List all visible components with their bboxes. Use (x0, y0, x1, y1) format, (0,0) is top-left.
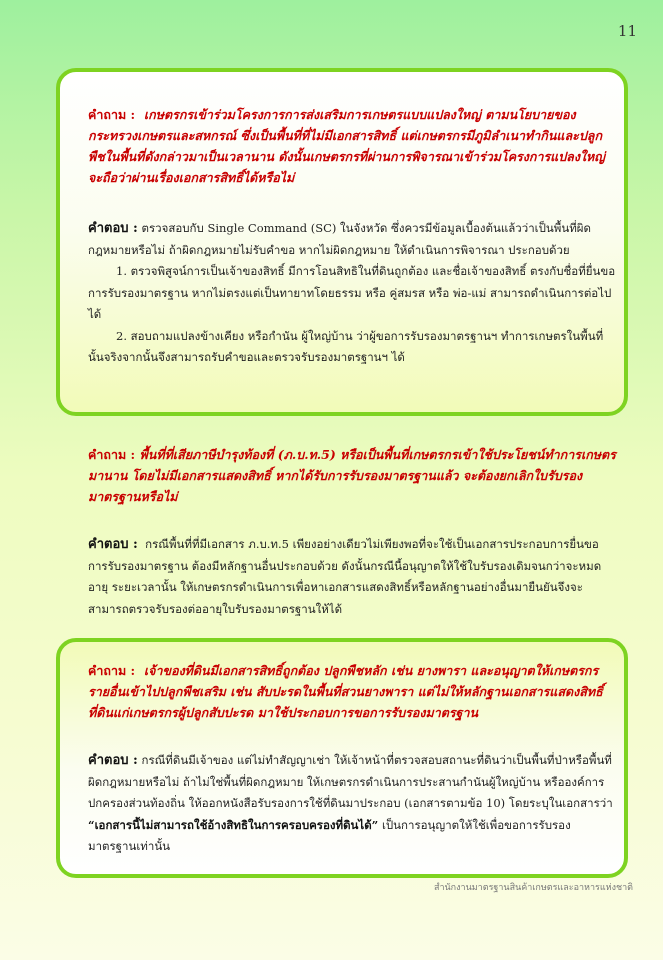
page-number: 11 (617, 22, 637, 40)
answer-label: คำตอบ : (88, 221, 138, 236)
answer-item-2: 2. สอบถามแปลงข้างเคียง หรือกำนัน ผู้ใหญ่บ้าน ว่าผู้ขอการรับรองมาตรฐานฯ ทำการเกษตรในพื้นที่นั้นจริงจากนั้นจึงสามารถรับคำขอและตรวจรับรองมาตรฐานฯ ได้ (88, 328, 604, 364)
answer-1 (88, 218, 616, 369)
answer-label: คำตอบ : (88, 537, 138, 552)
answer-label: คำตอบ : (88, 753, 138, 768)
question-label: คำถาม : (88, 663, 136, 678)
question-text: เกษตรกรเข้าร่วมโครงการการส่งเสริมการเกษตรแบบแปลงใหญ่ ตามนโยบายของกระทรวงเกษตรและสหกรณ์ ซึ่งเป็นพื้นที่ที่ไม่มีเอกสารสิทธิ์ แต่เกษตรกรมีภูมิลำเนาทำกินและปลูกพืชในพื้นที่ดังกล่าวมาเป็นเวลานาน ดังนั้นเกษตรกรที่ผ่านการพิจารณาเข้าร่วมโครงการแปลงใหญ่ จะถือว่าผ่านเรื่องเอกสารสิทธิ์ได้หรือไม่ (88, 107, 605, 185)
answer-text: กรณีพื้นที่ที่มีเอกสาร ภ.บ.ท.5 เพียงอย่างเดียวไม่เพียงพอที่จะใช้เป็นเอกสารประกอบการยื่นขอการรับรองมาตรฐาน ต้องมีหลักฐานอื่นประกอบด้วย ดังนั้นกรณีนี้อนุญาตให้ใช้ใบรับรองเดิมจนกว่าจะหมดอายุ ระยะเวลานั้น ให้เกษตรกรดำเนินการเพื่อหาเอกสารแสดงสิทธิ์หรือหลักฐานอย่างอื่นมายืนยันจึงจะสามารถตรวจรับรองต่ออายุใบรับรองมาตรฐานให้ได้ (88, 537, 602, 616)
question-text: พื้นที่ที่เสียภาษีบำรุงท้องที่ (ภ.บ.ท.5) หรือเป็นพื้นที่เกษตรกรเข้าใช้ประโยชน์ทำการเกษตรมานาน โดยไม่มีเอกสารแสดงสิทธิ์ หากได้รับการรับรองมาตรฐานแล้ว จะต้องยกเลิกใบรับรองมาตรฐานหรือไม่ (88, 447, 616, 504)
question-2 (88, 444, 616, 507)
answer-intro: ตรวจสอบกับ Single Command (SC) ในจังหวัด ซึ่งควรมีข้อมูลเบื้องต้นแล้วว่าเป็นพื้นที่ผิดกฎหมายหรือไม่ ถ้าผิดกฎหมายไม่รับคำขอ หากไม่ผิดกฎหมาย ให้ดำเนินการพิจารณา ประกอบด้วย (88, 221, 592, 257)
answer-text-after: เป็นการอนุญาตให้ใช้เพื่อขอการรับรองมาตรฐานเท่านั้น (88, 817, 571, 853)
question-label: คำถาม : (88, 107, 136, 122)
answer-emphasis: “เอกสารนี้ไม่สามารถใช้อ้างสิทธิในการครอบครองที่ดินได้” (88, 817, 379, 832)
question-3 (88, 660, 616, 723)
answer-item-1: 1. ตรวจพิสูจน์การเป็นเจ้าของสิทธิ์ มีการโอนสิทธิในที่ดินถูกต้อง และชื่อเจ้าของสิทธิ์ ตรงกับชื่อที่ยื่นขอการรับรองมาตรฐาน หากไม่ตรงแต่เป็นทายาทโดยธรรม หรือ คู่สมรส หรือ พ่อ-แม่ สามารถดำเนินการต่อไปได้ (88, 264, 616, 321)
answer-2 (88, 534, 616, 620)
footer-organization: สำนักงานมาตรฐานสินค้าเกษตรและอาหารแห่งชาติ (433, 883, 633, 893)
question-label: คำถาม : (88, 447, 136, 462)
question-text: เจ้าของที่ดินมีเอกสารสิทธิ์ถูกต้อง ปลูกพืชหลัก เช่น ยางพารา และอนุญาตให้เกษตรกรรายอื่นเข้าไปปลูกพืชเสริม เช่น สับปะรดในพื้นที่สวนยางพารา แต่ไม่ให้หลักฐานเอกสารแสดงสิทธิ์ที่ดินแก่เกษตรกรผู้ปลูกสับปะรด มาใช้ประกอบการขอการรับรองมาตรฐาน (88, 663, 603, 720)
question-1 (88, 104, 616, 188)
answer-text: กรณีที่ดินมีเจ้าของ แต่ไม่ทำสัญญาเช่า ให้เจ้าหน้าที่ตรวจสอบสถานะที่ดินว่าเป็นพื้นที่ป่าหรือพื้นที่ผิดกฎหมายหรือไม่ ถ้าไม่ใช่พื้นที่ผิดกฎหมาย ให้เกษตรกรดำเนินการประสานกำนันผู้ใหญ่บ้าน หรือองค์การปกครองส่วนท้องถิ่น ให้ออกหนังสือรับรองการใช้ที่ดินมาประกอบ (เอกสารตามข้อ 10) โดยระบุในเอกสารว่า (88, 753, 613, 810)
answer-3 (88, 750, 616, 858)
